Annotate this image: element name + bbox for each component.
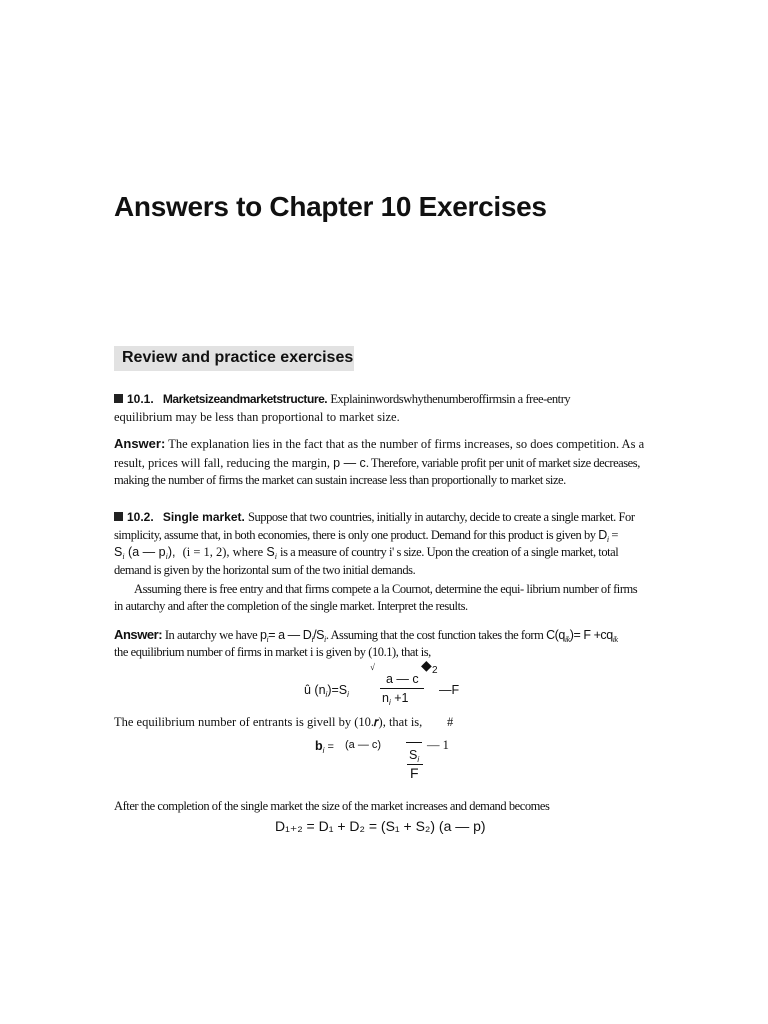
eq3: D₁₊₂ = D₁ + D₂ = (S₁ + S₂) (a — p) <box>275 818 486 834</box>
eq2-lhs: $b_i$ = <box>315 739 334 755</box>
answer-10-2-line-1: Answer: In autarchy we have $p_i= a$ — $D_i/S_i$. Assuming that the cost function takes the form $C(q_{ik})= F +cq_{ik}$ <box>114 627 618 644</box>
eq1-numerator: a — c <box>386 672 419 686</box>
eq1-fraction-line <box>380 688 424 689</box>
exercise-10-2-line-2: simplicity, assume that, in both economies, there is only one product. Demand for this product is given by $D_i$ = <box>114 528 618 544</box>
answer-10-2-line-2: the equilibrium number of firms in market i is given by (10.1), that is, <box>114 645 431 659</box>
square-bullet-icon <box>114 394 123 403</box>
exercise-10-2-line-3: $S_i$ (a — $p_i$), (i = 1, 2), where $S_i$ is a measure of country i' s size. Upon the creation of a single market, total <box>114 545 619 561</box>
answer-label: Answer: <box>114 436 166 451</box>
eq1-lhs: û $(n_i)=S_i$ <box>304 683 349 699</box>
exercise-heading: Marketsizeandmarketstructure. <box>162 392 328 406</box>
exercise-number: 10.2. <box>127 510 154 524</box>
square-bullet-icon <box>114 512 123 521</box>
exercise-number: 10.1. <box>127 392 154 406</box>
section-title: Review and practice exercises <box>122 349 354 366</box>
entrants-line: The equilibrium number of entrants is givell by (10.𝑟), that is, <box>114 715 423 729</box>
exercise-10-2-line-5: Assuming there is free entry and that firms compete a la Cournot, determine the equi- librium number of firms <box>134 582 638 596</box>
exercise-text: Explaininwordswhythenumberoffirmsin a free-entry <box>330 392 571 406</box>
entrants-hash: # <box>447 715 454 729</box>
answer-label: Answer: <box>114 627 163 642</box>
demand-symbol: D <box>598 528 607 542</box>
diamond-icon: ◆ <box>421 659 432 674</box>
eq1-exponent: 2 <box>432 665 438 676</box>
exercise-10-2-line-4: demand is given by the horizontal sum of the two initial demands. <box>114 563 416 577</box>
answer-text: result, prices will fall, reducing the margin, <box>114 456 331 470</box>
eq1-denominator: $n_i +1$ <box>382 691 409 707</box>
page-title: Answers to Chapter 10 Exercises <box>114 191 547 222</box>
eq2-middle: (a — c) <box>345 739 382 751</box>
eq2-f: F <box>410 765 419 781</box>
exercise-heading: Single market. <box>162 510 245 524</box>
margin-math: p — c <box>333 456 366 470</box>
sqrt-icon: √ <box>370 662 375 672</box>
answer-text: The explanation lies in the fact that as the number of firms increases, so does competition. As a <box>168 437 645 451</box>
answer-text: . Therefore, variable profit per unit of market size decreases, <box>365 456 640 470</box>
exercise-text: Suppose that two countries, initially in autarchy, decide to create a single market. For <box>247 510 635 524</box>
answer-10-1-line-3: making the number of firms the market can sustain increase less than proportionally to market size. <box>114 473 566 487</box>
exercise-10-2-line-6: in autarchy and after the completion of the single market. Interpret the results. <box>114 599 468 613</box>
answer-10-1-line-1 <box>114 435 644 454</box>
answer-10-1-line-2 <box>114 455 640 473</box>
eq2-s: $S_i$ <box>409 748 420 764</box>
exercise-10-2-line-1 <box>114 509 635 527</box>
after-line: After the completion of the single market the size of the market increases and demand becomes <box>114 799 550 813</box>
eq2-overline <box>406 742 422 743</box>
exercise-10-1-line-2: equilibrium may be less than proportional to market size. <box>114 410 400 424</box>
exercise-text: simplicity, assume that, in both economies, there is only one product. Demand for this product is given by <box>114 528 596 542</box>
eq2-rhs: — 1 <box>427 738 449 752</box>
eq1-rhs: —F <box>439 683 460 697</box>
exercise-10-1-line-1 <box>114 391 570 409</box>
